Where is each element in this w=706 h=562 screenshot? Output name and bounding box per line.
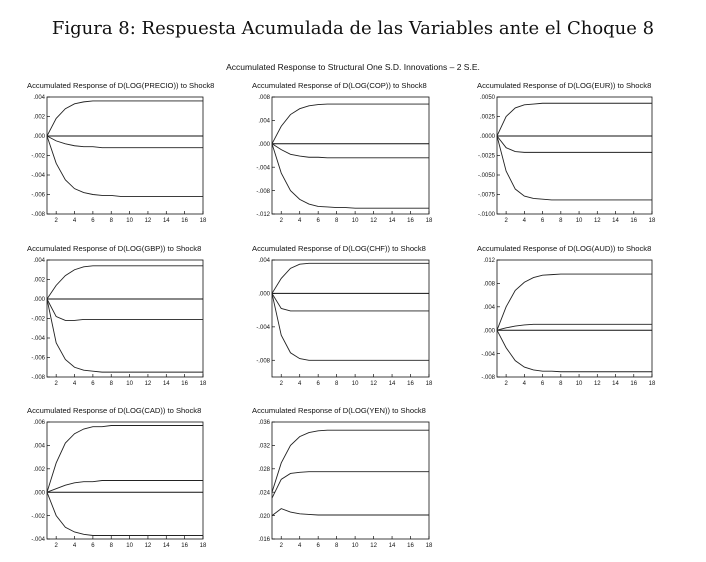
series-line <box>47 492 203 535</box>
y-tick-label: .000 <box>258 291 270 298</box>
x-tick-label: 16 <box>181 381 188 387</box>
x-tick-label: 4 <box>298 218 302 224</box>
x-tick-label: 6 <box>540 218 545 224</box>
x-tick-label: 6 <box>91 381 95 387</box>
series-line <box>272 263 429 293</box>
x-tick-label: 14 <box>162 381 170 387</box>
x-tick-label: 12 <box>144 543 152 549</box>
chart-panel <box>27 244 207 387</box>
y-tick-label: -.008 <box>31 212 45 219</box>
x-tick-label: 18 <box>648 218 656 224</box>
y-tick-label: -.012 <box>256 212 270 219</box>
x-tick-label: 8 <box>559 218 563 224</box>
y-tick-label: -.0050 <box>477 173 495 180</box>
chart-panel <box>252 406 433 549</box>
x-tick-label: 10 <box>351 381 359 387</box>
series-line <box>272 430 429 492</box>
series-line <box>272 144 429 158</box>
x-tick-label: 14 <box>388 218 396 224</box>
chart-title: Accumulated Response of D(LOG(EUR)) to Shock8 <box>477 81 652 90</box>
x-tick-label: 18 <box>648 381 656 387</box>
y-tick-label: .000 <box>33 297 45 304</box>
x-tick-label: 12 <box>144 381 152 387</box>
x-tick-label: 2 <box>54 381 58 387</box>
x-tick-label: 18 <box>199 543 207 549</box>
x-tick-label: 10 <box>126 218 133 224</box>
chart-title: Accumulated Response of D(LOG(GBP)) to Shock8 <box>27 244 202 253</box>
y-tick-label: -.004 <box>256 325 270 332</box>
y-tick-label: .002 <box>33 467 45 473</box>
x-tick-label: 18 <box>425 543 433 549</box>
y-tick-label: .004 <box>258 118 270 125</box>
y-tick-label: -.004 <box>31 336 45 343</box>
y-tick-label: -.006 <box>31 192 45 199</box>
y-tick-label: -.0025 <box>477 153 495 160</box>
y-tick-label: .0050 <box>479 95 495 102</box>
x-tick-label: 16 <box>407 218 414 224</box>
series-line <box>497 136 652 200</box>
series-line <box>272 293 429 360</box>
y-tick-label: -.004 <box>481 351 495 358</box>
y-tick-label: -.002 <box>31 153 45 160</box>
x-tick-label: 12 <box>593 381 601 387</box>
y-tick-label: .0000 <box>479 134 495 141</box>
y-tick-label: .012 <box>483 258 495 265</box>
plot-frame <box>497 97 652 214</box>
x-tick-label: 14 <box>162 218 170 224</box>
series-line <box>497 324 652 330</box>
series-line <box>497 103 652 136</box>
x-tick-label: 2 <box>54 543 58 549</box>
x-tick-label: 12 <box>144 218 152 224</box>
y-tick-label: -.008 <box>31 375 45 382</box>
y-tick-label: .028 <box>258 467 270 473</box>
y-tick-label: .000 <box>483 328 495 335</box>
x-tick-label: 2 <box>504 218 508 224</box>
y-tick-label: -.006 <box>31 355 45 362</box>
x-tick-label: 8 <box>334 543 339 549</box>
x-tick-label: 4 <box>72 381 77 387</box>
y-tick-label: .006 <box>33 420 45 427</box>
x-tick-label: 18 <box>199 381 207 387</box>
y-tick-label: -.004 <box>256 165 270 172</box>
plot-frame <box>272 422 429 539</box>
x-tick-label: 2 <box>279 218 283 224</box>
chart-panel <box>27 406 207 549</box>
x-tick-label: 16 <box>630 218 638 224</box>
x-tick-label: 2 <box>279 381 283 387</box>
plot-frame <box>272 260 429 377</box>
x-tick-label: 14 <box>612 218 619 224</box>
series-line <box>47 426 203 493</box>
y-tick-label: .032 <box>258 443 270 450</box>
x-tick-label: 4 <box>72 218 77 224</box>
x-tick-label: 16 <box>407 381 414 387</box>
x-tick-label: 18 <box>199 218 207 224</box>
x-tick-label: 6 <box>540 381 545 387</box>
y-tick-label: .000 <box>33 490 45 497</box>
x-tick-label: 16 <box>407 543 414 549</box>
y-tick-label: .004 <box>258 258 270 265</box>
x-tick-label: 16 <box>181 543 188 549</box>
y-tick-label: -.002 <box>31 316 45 323</box>
y-tick-label: .004 <box>33 443 45 450</box>
x-tick-label: 6 <box>316 218 320 224</box>
plot-frame <box>497 260 652 377</box>
x-tick-label: 16 <box>181 218 188 224</box>
super-title: Accumulated Response to Structural One S.D. Innovations – 2 S.E. <box>226 62 480 72</box>
y-tick-label: .008 <box>258 95 270 102</box>
chart-panel <box>27 81 214 224</box>
chart-title: Accumulated Response of D(LOG(YEN)) to Shock8 <box>252 406 426 415</box>
figure-title: Figura 8: Respuesta Acumulada de las Variables ante el Choque 8 <box>51 18 655 39</box>
x-tick-label: 10 <box>126 543 133 549</box>
x-tick-label: 12 <box>593 218 601 224</box>
x-tick-label: 8 <box>334 218 339 224</box>
y-tick-label: .0025 <box>479 114 495 121</box>
chart-panel <box>477 244 656 387</box>
x-tick-label: 8 <box>334 381 339 387</box>
series-line <box>272 293 429 311</box>
chart-title: Accumulated Response of D(LOG(PRECIO)) to Shock8 <box>27 81 215 90</box>
x-tick-label: 6 <box>91 218 95 224</box>
y-tick-label: -.0075 <box>477 192 495 199</box>
x-tick-label: 2 <box>54 218 58 224</box>
series-line <box>497 136 652 152</box>
y-tick-label: .024 <box>258 490 270 497</box>
x-tick-label: 18 <box>425 381 433 387</box>
series-line <box>47 136 203 148</box>
y-tick-label: .008 <box>483 281 495 288</box>
y-tick-label: .020 <box>258 513 270 520</box>
x-tick-label: 10 <box>351 218 359 224</box>
x-tick-label: 2 <box>279 543 283 549</box>
series-line <box>47 481 203 493</box>
series-line <box>47 101 203 136</box>
x-tick-label: 10 <box>575 381 583 387</box>
x-tick-label: 8 <box>109 543 113 549</box>
x-tick-label: 6 <box>91 543 95 549</box>
series-line <box>272 104 429 144</box>
y-tick-label: -.0100 <box>477 212 495 219</box>
x-tick-label: 2 <box>504 381 508 387</box>
x-tick-label: 4 <box>522 381 527 387</box>
x-tick-label: 14 <box>612 381 619 387</box>
x-tick-label: 6 <box>316 381 320 387</box>
x-tick-label: 4 <box>298 381 302 387</box>
series-line <box>47 299 203 320</box>
x-tick-label: 16 <box>630 381 638 387</box>
x-tick-label: 6 <box>316 543 320 549</box>
series-line <box>497 330 652 372</box>
x-tick-label: 10 <box>351 543 359 549</box>
plot-frame <box>47 260 203 377</box>
y-tick-label: .004 <box>33 258 45 265</box>
y-tick-label: -.004 <box>31 537 45 544</box>
chart-title: Accumulated Response of D(LOG(AUD)) to Shock8 <box>477 244 652 253</box>
x-tick-label: 4 <box>522 218 527 224</box>
y-tick-label: .002 <box>33 114 45 121</box>
x-tick-label: 18 <box>425 218 433 224</box>
y-tick-label: .016 <box>258 537 270 544</box>
x-tick-label: 10 <box>126 381 133 387</box>
x-tick-label: 12 <box>370 218 377 224</box>
x-tick-label: 14 <box>388 543 396 549</box>
chart-title: Accumulated Response of D(LOG(CHF)) to Shock8 <box>252 244 426 253</box>
y-tick-label: -.008 <box>481 375 495 382</box>
chart-panel <box>252 81 433 224</box>
x-tick-label: 12 <box>370 381 377 387</box>
series-line <box>272 144 429 208</box>
y-tick-label: -.004 <box>31 173 45 180</box>
x-tick-label: 4 <box>72 543 77 549</box>
x-tick-label: 8 <box>109 381 113 387</box>
series-line <box>497 274 652 330</box>
y-tick-label: .000 <box>33 134 45 141</box>
series-line <box>47 266 203 299</box>
chart-panel <box>477 81 656 224</box>
x-tick-label: 14 <box>162 543 170 549</box>
x-tick-label: 14 <box>388 381 396 387</box>
chart-title: Accumulated Response of D(LOG(COP)) to Shock8 <box>252 81 427 90</box>
series-line <box>272 472 429 498</box>
y-tick-label: .002 <box>33 277 45 284</box>
y-tick-label: .004 <box>33 95 45 102</box>
y-tick-label: .000 <box>258 142 270 148</box>
y-tick-label: -.008 <box>256 358 270 365</box>
y-tick-label: .036 <box>258 420 270 427</box>
y-tick-label: -.002 <box>31 513 45 520</box>
x-tick-label: 12 <box>370 543 377 549</box>
x-tick-label: 10 <box>575 218 583 224</box>
y-tick-label: -.008 <box>256 188 270 195</box>
x-tick-label: 8 <box>559 381 563 387</box>
y-tick-label: .004 <box>483 305 495 311</box>
x-tick-label: 8 <box>109 218 113 224</box>
x-tick-label: 4 <box>298 543 302 549</box>
chart-title: Accumulated Response of D(LOG(CAD)) to Shock8 <box>27 406 202 415</box>
chart-panel <box>252 244 433 387</box>
series-line <box>272 509 429 516</box>
series-line <box>47 299 203 372</box>
